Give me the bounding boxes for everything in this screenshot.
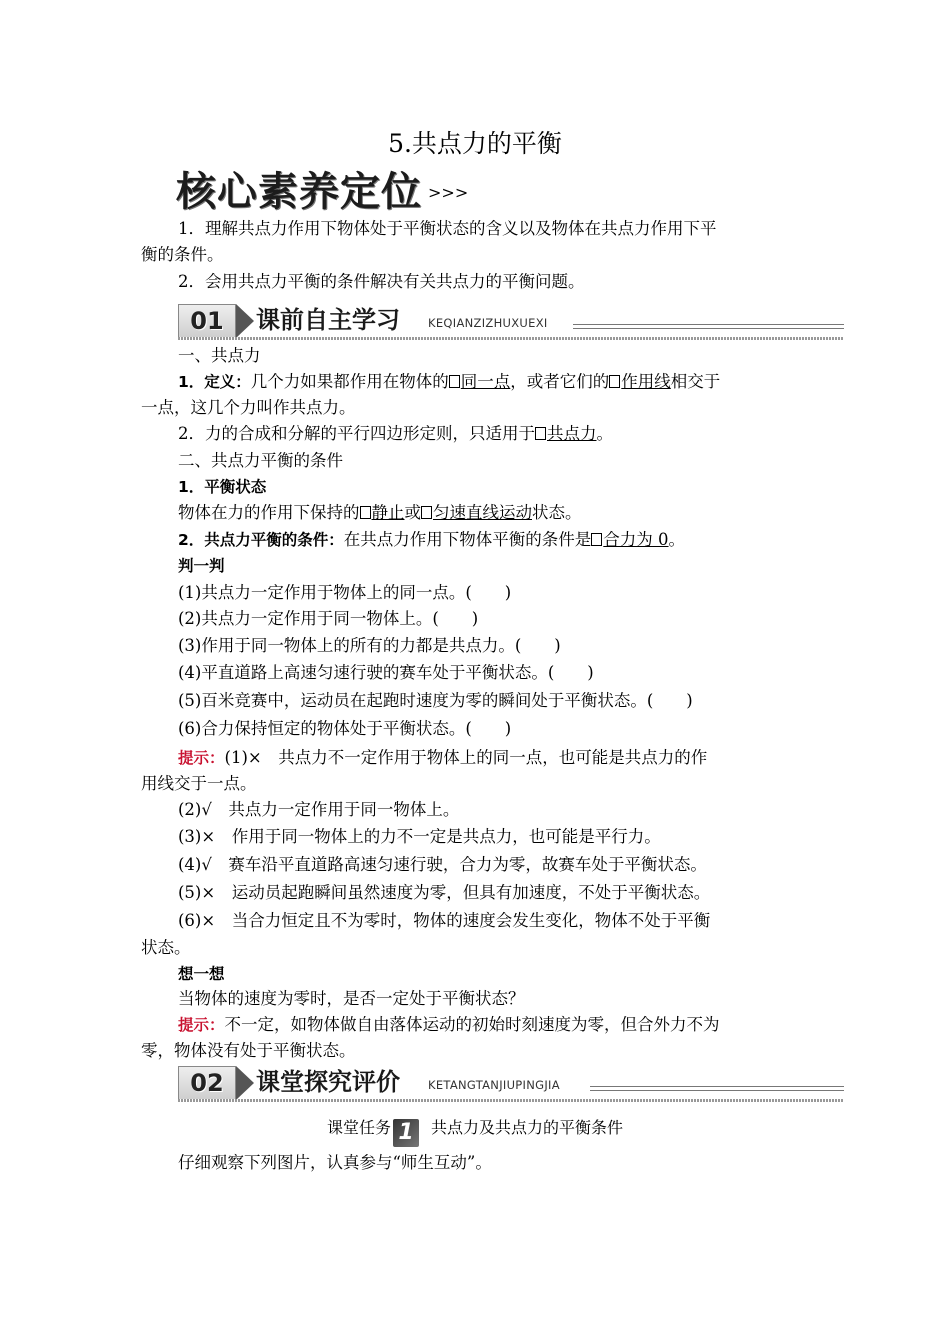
divider: [178, 337, 844, 340]
judge-item: (5)百米竞赛中，运动员在起跑时速度为零的瞬间处于平衡状态。( ): [178, 691, 693, 710]
judge-label: 判一判: [178, 557, 225, 575]
text: 在共点力作用下物体平衡的条件是: [343, 530, 592, 549]
think-label: 想一想: [178, 965, 225, 983]
definition-line: [178, 369, 811, 395]
page-title: 5.共点力的平衡: [388, 129, 562, 158]
task-title: 共点力及共点力的平衡条件: [431, 1118, 624, 1137]
triangle-icon: [236, 304, 254, 338]
text: 。: [668, 530, 686, 549]
judge-item: (3)作用于同一物体上的所有的力都是共点力。( ): [178, 636, 561, 655]
goal-line-2: 衡的条件。: [141, 245, 224, 264]
blank-answer: [609, 372, 671, 391]
blank-answer: [421, 503, 532, 522]
answer-text: 同一点: [460, 372, 511, 391]
balance-state-line: [178, 500, 811, 526]
closing-line: 仔细观察下列图片，认真参与“师生互动”。: [178, 1153, 492, 1172]
text: ，或者它们的: [510, 372, 610, 391]
judge-item: (2)共点力一定作用于同一物体上。( ): [178, 609, 479, 628]
divider: [590, 1090, 844, 1091]
chevron-right-icon: >>>: [428, 182, 469, 202]
condition-label: 2．共点力平衡的条件：: [178, 531, 344, 549]
balance-state-label: 1．平衡状态: [178, 478, 267, 496]
divider: [178, 1099, 844, 1102]
text: 或: [404, 503, 421, 522]
task-number-badge: 1: [393, 1119, 419, 1147]
core-banner-text: 核心素养定位: [176, 168, 422, 215]
goal-line-3: 2．会用共点力平衡的条件解决有关共点力的平衡问题。: [178, 272, 585, 291]
answer-line: (3)× 作用于同一物体上的力不一定是共点力，也可能是平行力。: [178, 827, 661, 846]
section-pinyin: KEQIANZIZHUXUEXI: [428, 316, 548, 330]
section-label: 课前自主学习: [256, 306, 400, 334]
blank-box-icon: [360, 506, 371, 519]
triangle-icon: [236, 1066, 254, 1100]
text: 相交于: [670, 372, 721, 391]
blank-answer: [591, 530, 668, 549]
task-heading: [0, 1113, 950, 1147]
blank-answer: [535, 424, 597, 443]
blank-box-icon: [609, 375, 620, 388]
text: 状态。: [532, 503, 582, 522]
answer-line: (6)× 当合力恒定且不为零时，物体的速度会发生变化，物体不处于平衡: [178, 911, 711, 930]
judge-item: (1)共点力一定作用于物体上的同一点。( ): [178, 583, 512, 602]
think-question: 当物体的速度为零时，是否一定处于平衡状态？: [178, 989, 525, 1008]
section-label: 课堂探究评价: [256, 1068, 400, 1096]
definition-label: 1．定义：: [178, 373, 251, 391]
blank-box-icon: [449, 375, 460, 388]
section-pinyin: KETANGTANJIUPINGJIA: [428, 1078, 560, 1092]
answer-text: 不一定，如物体做自由落体运动的初始时刻速度为零，但合外力不为: [224, 1015, 720, 1034]
answer-text: 作用线: [621, 372, 671, 391]
answer-text: 共点力: [547, 424, 597, 443]
divider: [573, 328, 844, 329]
answer-text: (1)× 共点力不一定作用于物体上的同一点，也可能是共点力的作: [224, 748, 708, 767]
rule-line: [178, 421, 811, 447]
answer-line: 用线交于一点。: [141, 774, 257, 793]
judge-item: (4)平直道路上高速匀速行驶的赛车处于平衡状态。( ): [178, 663, 594, 682]
definition-cont: 一点，这几个力叫作共点力。: [141, 398, 356, 417]
task-prefix: 课堂任务: [326, 1118, 391, 1137]
section-header-01: [178, 302, 844, 340]
section-number: 02: [178, 1066, 236, 1100]
blank-answer: [360, 503, 405, 522]
blank-answer: [449, 372, 511, 391]
blank-box-icon: [535, 427, 546, 440]
blank-box-icon: [421, 506, 432, 519]
divider: [573, 324, 844, 325]
goal-line-1: 1．理解共点力作用下物体处于平衡状态的含义以及物体在共点力作用下平: [178, 219, 717, 238]
answer-text: 匀速直线运动: [433, 503, 532, 522]
heading-balance-condition: 二、共点力平衡的条件: [178, 451, 343, 470]
hint-label: 提示：: [178, 1016, 225, 1034]
heading-coplanar-force: 一、共点力: [178, 346, 261, 365]
think-answer-line: [178, 1012, 811, 1038]
text: 物体在力的作用下保持的: [178, 503, 360, 522]
condition-line: [178, 527, 811, 553]
answer-text: 静止: [371, 503, 405, 522]
hint-line: [178, 745, 811, 771]
section-number: 01: [178, 304, 236, 338]
answer-line: (2)√ 共点力一定作用于同一物体上。: [178, 800, 460, 819]
answer-line: (4)√ 赛车沿平直道路高速匀速行驶，合力为零，故赛车处于平衡状态。: [178, 855, 707, 874]
text: 2．力的合成和分解的平行四边形定则，只适用于: [178, 424, 535, 443]
text: 几个力如果都作用在物体的: [250, 372, 449, 391]
core-literacy-banner: [176, 163, 468, 213]
answer-line: 状态。: [141, 938, 191, 957]
section-header-02: [178, 1064, 844, 1102]
think-answer-cont: 零，物体没有处于平衡状态。: [141, 1041, 356, 1060]
judge-item: (6)合力保持恒定的物体处于平衡状态。( ): [178, 719, 512, 738]
text: 。: [596, 424, 613, 443]
answer-line: (5)× 运动员起跑瞬间虽然速度为零，但具有加速度，不处于平衡状态。: [178, 883, 711, 902]
hint-label: 提示：: [178, 749, 225, 767]
blank-box-icon: [591, 533, 602, 546]
answer-text: 合力为 0: [603, 530, 669, 549]
divider: [590, 1086, 844, 1087]
